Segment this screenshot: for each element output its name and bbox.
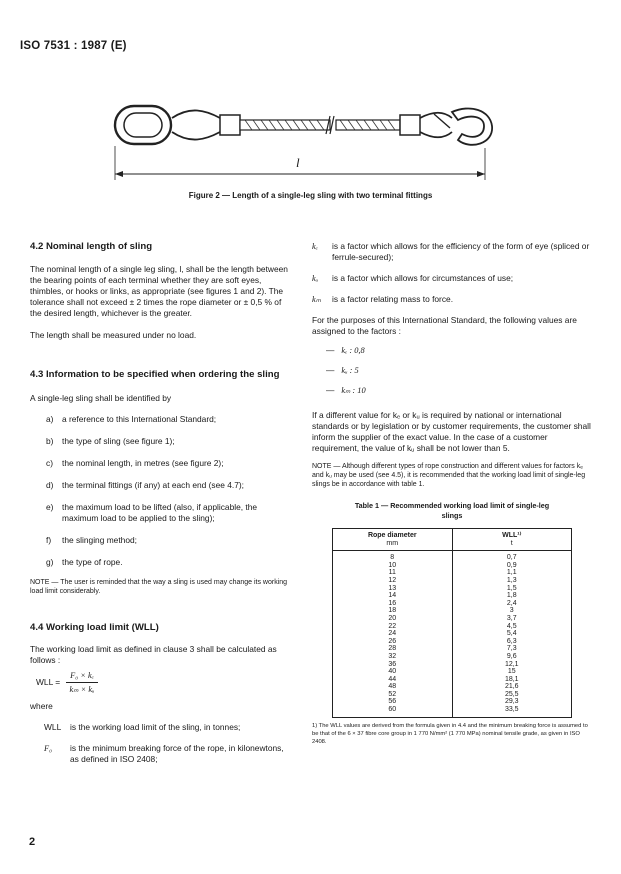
table-cell-wll: 7,3 (506, 645, 517, 653)
table-cell-diameter: 13 (388, 584, 397, 592)
figure-caption: Figure 2 — Length of a single-leg sling with two terminal fittings (188, 191, 433, 200)
table-cell-wll: 18,1 (504, 675, 519, 683)
table-cell-diameter: 22 (388, 622, 397, 630)
table-cell-diameter: 12 (388, 576, 397, 584)
table-footnote: 1) The WLL values are derived from the formula given in 4.4 and the minimum breaking force is assumed to be that of the 6 × 37 fibre core group in 1 770 N/mm² (1 770 MPa) nominal tensile grade, as given in ISO 2408. (312, 722, 588, 745)
section-4-3-heading: 4.3 Information to be specified when ordering the sling (30, 369, 280, 380)
factor-item: — kₑ : 0,8 (326, 345, 365, 355)
table-cell-wll: 9,6 (506, 652, 517, 660)
formula-numerator: F₀ × kₑ (66, 670, 98, 683)
table-cell-wll: 3 (509, 607, 514, 615)
table-cell-wll: 4,5 (506, 622, 517, 630)
table-cell-wll: 2,4 (506, 599, 517, 607)
section-4-4-heading: 4.4 Working load limit (WLL) (30, 622, 159, 633)
table-cell-diameter: 56 (388, 698, 397, 706)
dimension-label: l (296, 155, 300, 170)
table-cell-wll: 21,6 (504, 683, 519, 691)
table-cell-wll: 1,1 (506, 569, 517, 577)
table-header-diameter: Rope diameter mm (333, 529, 453, 551)
table-header-wll: WLL¹⁾ t (502, 532, 522, 547)
table-cell-wll: 1,3 (506, 576, 517, 584)
where-label: where (30, 701, 53, 711)
diameter-column (333, 551, 453, 717)
table-cell-diameter: 24 (388, 630, 397, 638)
table-title: Table 1 — Recommended working load limit of single-leg slings (354, 501, 550, 520)
table-cell-diameter: 26 (388, 637, 397, 645)
table-cell-diameter: 18 (388, 607, 397, 615)
list-item: d) the terminal fittings (if any) at each end (see 4.7); (46, 480, 245, 490)
wll-formula (36, 670, 290, 695)
table-cell-wll: 33,5 (504, 706, 519, 714)
section-4-2-heading: 4.2 Nominal length of sling (30, 241, 153, 252)
table-cell-diameter: 48 (388, 683, 397, 691)
factor-item: — kᵤ : 5 (326, 365, 359, 375)
wll-table (332, 528, 572, 718)
standard-header: ISO 7531 : 1987 (E) (20, 40, 127, 52)
right-ferrule-shape (400, 115, 420, 135)
section-4-3-intro: A single-leg sling shall be identified by (30, 393, 172, 403)
factor-list (326, 345, 592, 396)
table-cell-wll: 5,4 (506, 630, 517, 638)
factors-intro: For the purposes of this International Standard, the following values are assigned to the factors : (312, 315, 577, 336)
page-number: 2 (29, 836, 36, 848)
wll-column (452, 551, 572, 717)
table-cell-wll: 3,7 (506, 614, 517, 622)
table-cell-wll: 6,3 (506, 637, 517, 645)
table-cell-wll: 0,9 (506, 561, 517, 569)
table-cell-diameter: 20 (388, 614, 397, 622)
factor-item: — kₘ : 10 (326, 385, 366, 395)
list-item: g) the type of rope. (46, 557, 123, 567)
table-cell-diameter: 52 (388, 690, 397, 698)
table-cell-diameter: 28 (388, 645, 397, 653)
km-definition: kₘ is a factor relating mass to force. (312, 294, 454, 304)
table-cell-diameter: 60 (388, 706, 397, 714)
left-eye-shape (172, 110, 220, 139)
f0-definition: F₀ is the minimum breaking force of the rope, in kilonewtons, as defined in ISO 2408; (44, 743, 284, 764)
ku-definition: kᵤ is a factor which allows for circumstances of use; (312, 273, 514, 283)
table-cell-diameter: 44 (388, 675, 397, 683)
table-cell-diameter: 14 (388, 592, 397, 600)
hook-shape (452, 108, 492, 144)
table-cell-wll: 1,5 (506, 584, 517, 592)
table-cell-diameter: 11 (388, 569, 396, 577)
table-cell-wll: 29,3 (504, 698, 519, 706)
section-4-3-note: NOTE — The user is reminded that the way a sling is used may change its working load limit considerably. (30, 579, 288, 595)
table-cell-wll: 12,1 (504, 660, 519, 668)
table-cell-diameter: 36 (388, 660, 397, 668)
section-4-2-paragraph: The nominal length of a single leg sling, l, shall be the length between the bearing points of each terminal whether they are soft eyes, thimbles, or hooks or links, as appropriate (see figures 1 and 2). The tolerance shall not exceed ± 2 times the rope diameter or ± 0,5 % of the desired length, whichever is the greater. (30, 264, 288, 318)
identification-list (46, 414, 290, 568)
ke-definition: kₑ is a factor which allows for the efficiency of the form of eye (spliced or ferrule-secured); (312, 241, 590, 262)
list-item: c) the nominal length, in metres (see figure 2); (46, 458, 224, 468)
wll-definition: WLL is the working load limit of the sling, in tonnes; (44, 722, 241, 732)
table-cell-wll: 0,7 (506, 554, 517, 562)
different-value-paragraph: If a different value for kₑ or kᵤ is required by national or international standards or by legislation or by customer requirements, the customer shall inform the supplier of the exact value. In the case of a customer requirement, the value of kᵤ shall be not lower than 5. (312, 410, 591, 453)
rope-shape (240, 120, 330, 130)
list-item: f) the slinging method; (46, 535, 137, 545)
table-cell-wll: 15 (507, 668, 516, 676)
section-4-2-measure: The length shall be measured under no load. (30, 330, 197, 340)
formula-lhs: WLL = (36, 677, 61, 687)
list-item: b) the type of sling (see figure 1); (46, 436, 175, 446)
section-4-4-intro: The working load limit as defined in clause 3 shall be calculated as follows : (30, 644, 277, 665)
table-cell-diameter: 8 (390, 554, 395, 562)
table-cell-diameter: 16 (388, 599, 397, 607)
table-cell-diameter: 10 (388, 561, 397, 569)
factors-note: NOTE — Although different types of rope construction and different values for factors kₑ and kᵤ may be used (see 4.5), it is recommended that the working load limit of single-leg slings be in accordance with table 1. (312, 463, 586, 488)
list-item: e) the maximum load to be lifted (also, if applicable, the maximum load to be applied to the sling); (46, 502, 258, 523)
sling-figure (90, 88, 510, 184)
table-cell-diameter: 40 (388, 668, 397, 676)
list-item: a) a reference to this International Standard; (46, 414, 217, 424)
left-ferrule-shape (220, 115, 240, 135)
table-cell-wll: 1,8 (506, 592, 517, 600)
table-cell-diameter: 32 (388, 652, 397, 660)
table-cell-wll: 25,5 (504, 690, 519, 698)
formula-denominator: kₘ × kᵤ (69, 685, 95, 694)
